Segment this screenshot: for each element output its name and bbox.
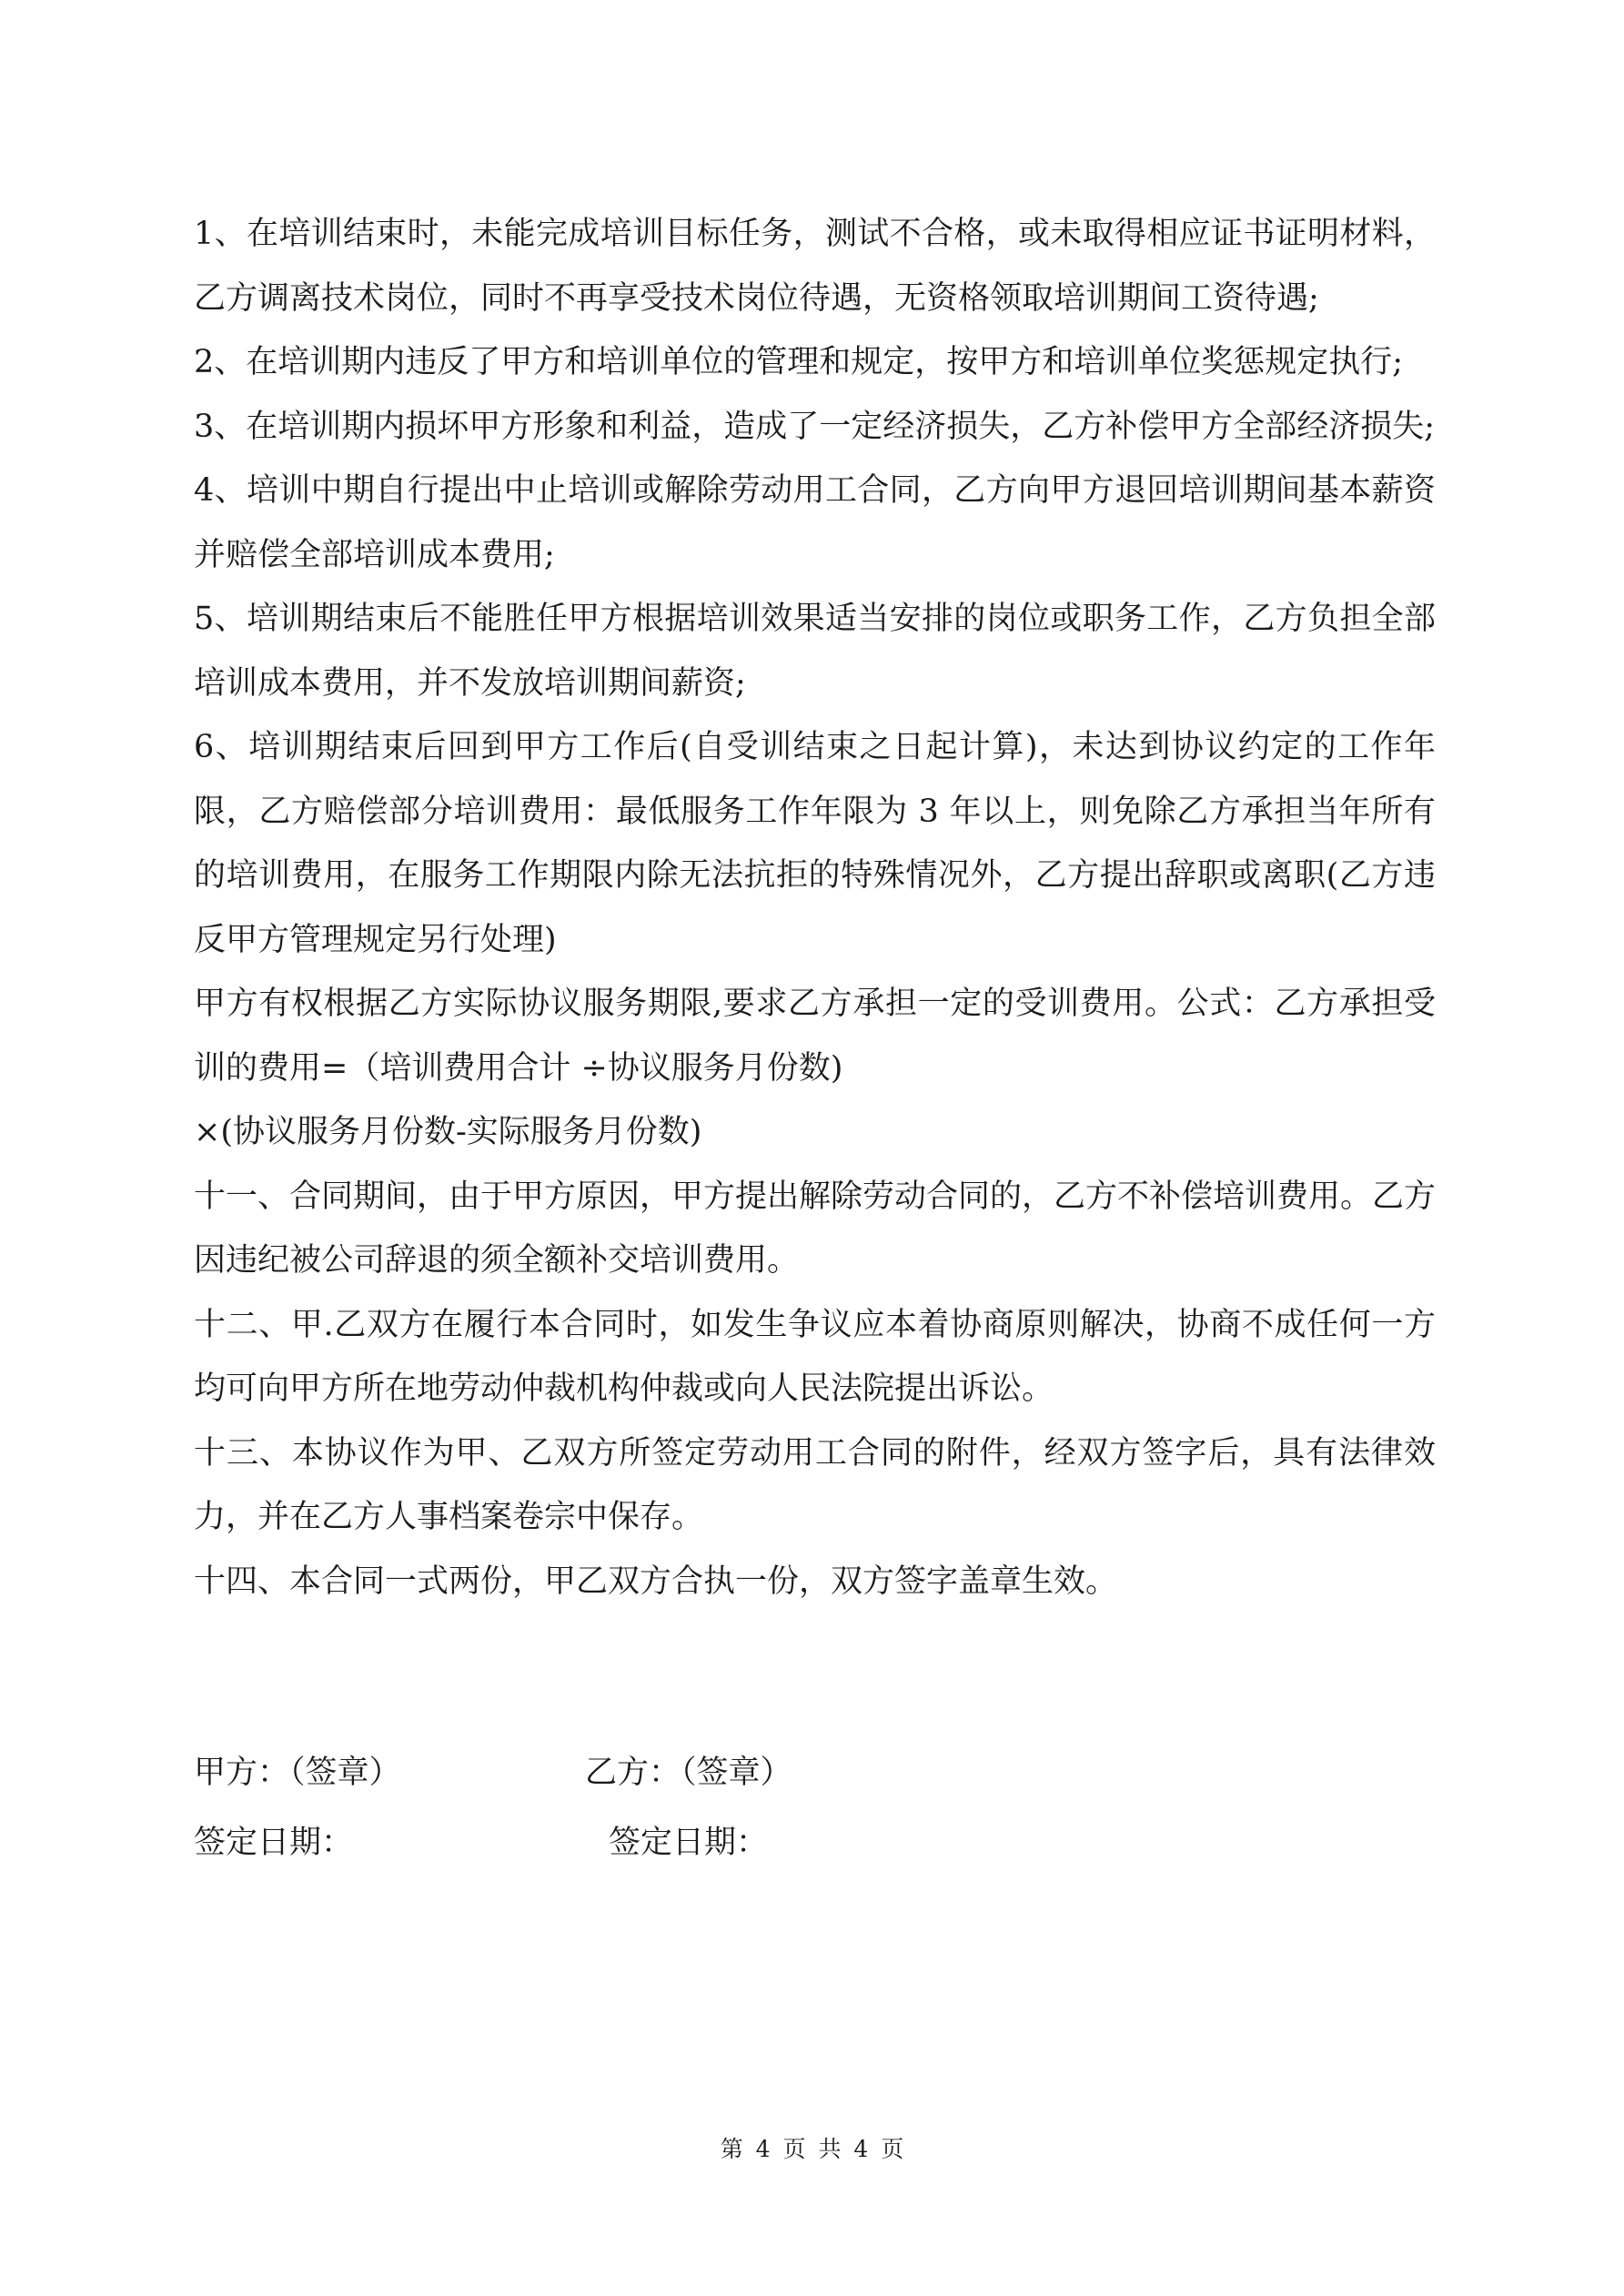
clause-4-early-termination: 4、培训中期自行提出中止培训或解除劳动用工合同，乙方向甲方退回培训期间基本薪资并赔偿全部培训成本费用; <box>194 472 1436 573</box>
article-12: 十二、甲.乙双方在履行本合同时，如发生争议应本着协商原则解决，协商不成任何一方均可向甲方所在地劳动仲裁机构仲裁或向人民法院提出诉讼。 <box>194 1306 1436 1407</box>
contract-body <box>194 202 1436 1613</box>
clause-2-violation: 2、在培训期内违反了甲方和培训单位的管理和规定，按甲方和培训单位奖惩规定执行; <box>194 344 1404 380</box>
page-number-footer: 第 4 页 共 4 页 <box>720 2136 904 2162</box>
party-a-date-label: 签定日期： <box>194 1825 354 1861</box>
clause-6-service-period: 6、培训期结束后回到甲方工作后(自受训结束之日起计算)，未达到协议约定的工作年限，乙方赔偿部分培训费用：最低服务工作年限为 3 年以上，则免除乙方承担当年所有的培训费用，在服务工作期限内除无法抗拒的特殊情况外，乙方提出辞职或离职(乙方违反甲方管理规定另行处理) <box>194 729 1436 958</box>
cost-formula-continued: ×(协议服务月份数-实际服务月份数) <box>194 1114 702 1150</box>
article-14: 十四、本合同一式两份，甲乙双方合执一份，双方签字盖章生效。 <box>194 1563 1118 1600</box>
article-11: 十一、合同期间，由于甲方原因，甲方提出解除劳动合同的，乙方不补偿培训费用。乙方因违纪被公司辞退的须全额补交培训费用。 <box>194 1178 1437 1279</box>
clause-1-failed-training: 1、在培训结束时，未能完成培训目标任务，测试不合格，或未取得相应证书证明材料，乙方调离技术岗位，同时不再享受技术岗位待遇，无资格领取培训期间工资待遇; <box>194 216 1436 317</box>
article-13: 十三、本协议作为甲、乙双方所签定劳动用工合同的附件，经双方签字后，具有法律效力，并在乙方人事档案卷宗中保存。 <box>194 1434 1436 1535</box>
clause-3-damage: 3、在培训期内损坏甲方形象和利益，造成了一定经济损失，乙方补偿甲方全部经济损失; <box>194 408 1436 445</box>
party-b-signature-label: 乙方：（签章） <box>585 1755 792 1791</box>
party-b-date-label: 签定日期： <box>609 1825 769 1861</box>
party-a-signature-label: 甲方：（签章） <box>194 1755 401 1791</box>
signature-block <box>194 1738 1436 1878</box>
signing-date-row <box>194 1808 1436 1878</box>
clause-5-incompetence: 5、培训期结束后不能胜任甲方根据培训效果适当安排的岗位或职务工作，乙方负担全部培训成本费用，并不发放培训期间薪资; <box>194 601 1436 702</box>
signature-row <box>194 1738 1436 1808</box>
cost-formula: 甲方有权根据乙方实际协议服务期限,要求乙方承担一定的受训费用。公式：乙方承担受训的费用=（培训费用合计 ÷协议服务月份数) <box>194 986 1436 1087</box>
